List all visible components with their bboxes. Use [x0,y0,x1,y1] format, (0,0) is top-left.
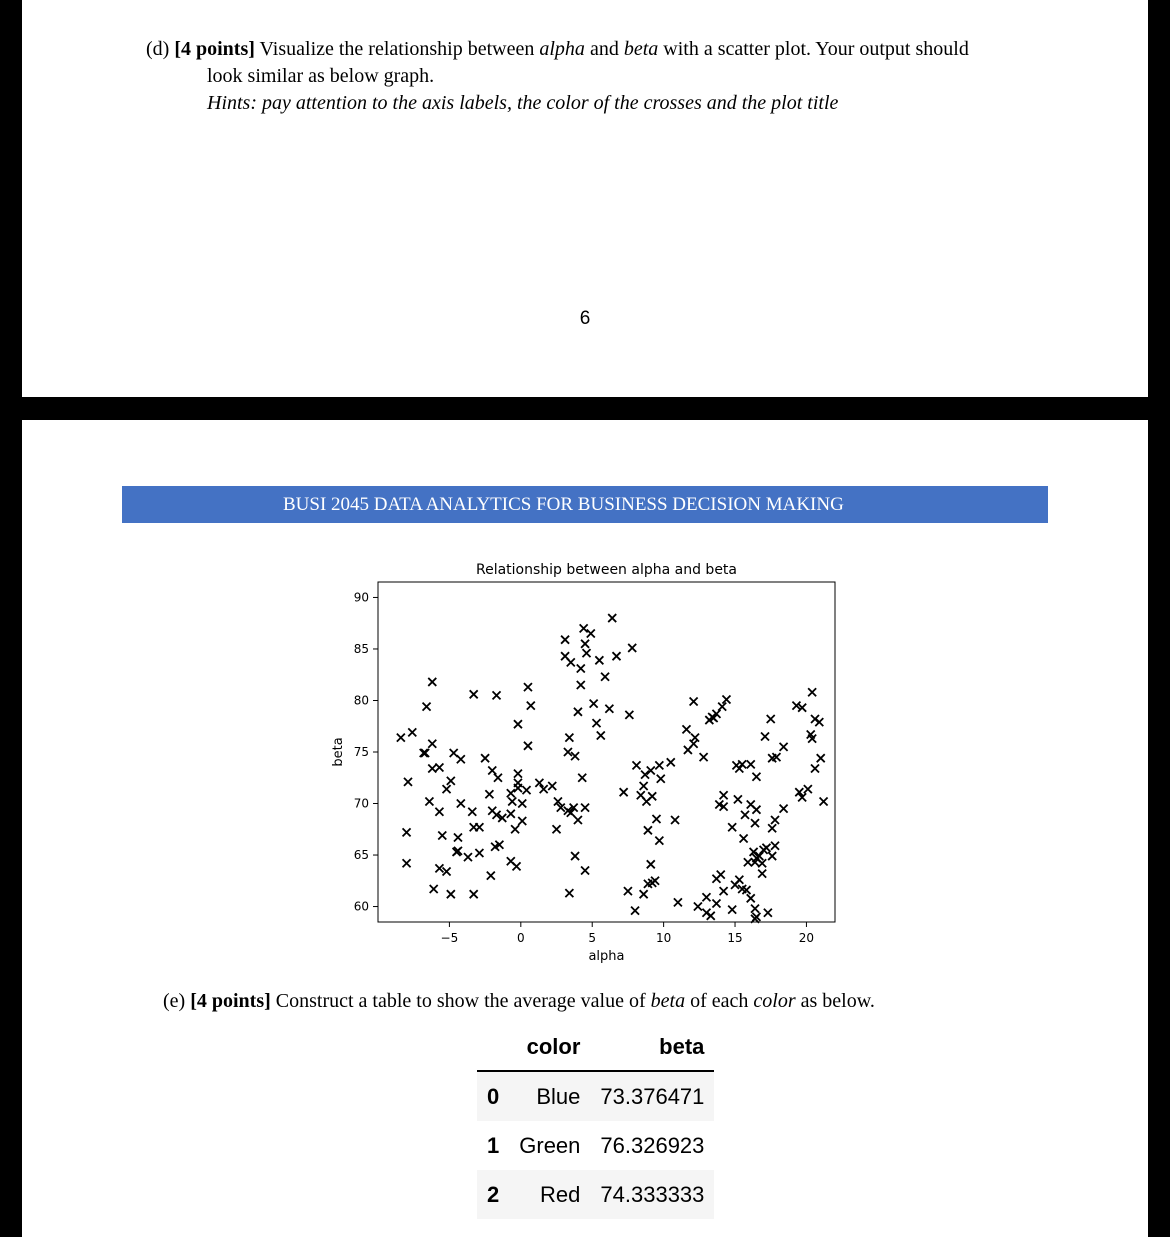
data-point [507,810,515,818]
document-page-7 [22,420,1148,1237]
data-point [768,824,776,832]
data-point [632,761,640,769]
question-text: with a scatter plot. Your output should [658,38,969,60]
data-point [612,652,620,660]
data-point [428,764,436,772]
data-point [671,816,679,824]
data-point [771,816,779,824]
variable-alpha: alpha [539,38,585,60]
data-point [657,775,665,783]
data-point [820,797,828,805]
question-label: (d) [146,38,170,60]
data-point [518,800,526,808]
data-point [523,786,531,794]
y-tick-label: 70 [353,796,369,811]
row-index: 0 [487,1083,500,1109]
data-point [762,844,770,852]
data-point [767,715,775,723]
data-point [694,903,702,911]
data-point [518,817,526,825]
data-point [652,815,660,823]
data-point [571,852,579,860]
x-tick-label: 5 [588,931,597,945]
data-point [475,823,483,831]
data-point [470,690,478,698]
data-point [768,852,776,860]
data-point [728,823,736,831]
data-point [527,702,535,710]
data-point [397,734,405,742]
data-point [493,691,501,699]
data-point [752,773,760,781]
data-point [511,825,519,833]
beta-cell: 76.326923 [600,1132,705,1158]
data-point [514,720,522,728]
variable-color: color [753,990,796,1012]
data-point [524,683,532,691]
question-text: Construct a table to show the average value of [275,990,651,1012]
data-point [712,899,720,907]
column-header-color: color [509,1023,590,1071]
data-point [764,909,772,917]
beta-cell: 73.376471 [600,1083,705,1109]
data-point [702,909,710,917]
data-point [475,849,483,857]
data-point [430,885,438,893]
question-text-line2: look similar as below graph. [207,65,435,87]
data-point [640,890,648,898]
x-tick-label: 10 [655,931,672,945]
color-cell: Red [540,1181,581,1207]
data-point [565,734,573,742]
scatter-chart [22,420,1148,990]
data-point [428,678,436,686]
x-axis-label: alpha [588,949,625,964]
data-point [741,811,749,819]
data-point [574,816,582,824]
data-point [720,887,728,895]
data-point [751,905,759,913]
data-point [747,801,755,809]
variable-beta: beta [650,990,686,1012]
data-point [648,792,656,800]
y-tick-label: 80 [353,693,369,708]
data-point [435,763,443,771]
y-axis-label: beta [331,737,346,767]
data-point [744,858,752,866]
data-point [485,790,493,798]
data-point [408,728,416,736]
y-tick-label: 65 [353,848,369,863]
data-point [581,804,589,812]
data-point [488,767,496,775]
data-point [628,644,636,652]
data-point [601,673,609,681]
page-number: 6 [579,308,591,329]
header-banner-text: BUSI 2045 DATA ANALYTICS FOR BUSINESS DECISION MAKING [283,494,844,515]
average-beta-table [477,1023,714,1219]
data-point [447,890,455,898]
data-point [561,636,569,644]
data-point [514,770,522,778]
question-hint: Hints: pay attention to the axis labels, the color of the crosses and the plot title [207,92,839,114]
data-point [690,698,698,706]
data-point [620,788,628,796]
data-point [691,734,699,742]
data-point [564,748,572,756]
data-point [702,893,710,901]
data-point [625,711,633,719]
data-point [553,825,561,833]
data-point [740,835,748,843]
question-text: as below. [795,990,875,1012]
y-tick-label: 85 [353,641,369,656]
data-point [571,752,579,760]
data-point [771,842,779,850]
table-row [477,1170,714,1219]
beta-cell: 74.333333 [600,1181,705,1207]
y-tick-label: 75 [353,745,369,759]
data-point [438,831,446,839]
data-point [514,779,522,787]
data-point [581,640,589,648]
question-points: [4 points] [190,990,271,1012]
row-index: 1 [487,1132,500,1158]
data-point [447,777,455,785]
data-point [728,906,736,914]
data-point [428,740,436,748]
data-point [548,782,556,790]
data-point [605,705,613,713]
data-point [804,785,812,793]
data-point [655,837,663,845]
data-point [732,761,740,769]
data-point [507,789,515,797]
color-cell: Green [519,1132,581,1158]
data-point [700,753,708,761]
data-point [608,614,616,622]
question-text: and [584,38,624,60]
x-tick-label: 0 [516,931,525,945]
data-point [655,761,663,769]
data-point [468,808,476,816]
data-point [494,774,502,782]
variable-beta: beta [623,38,659,60]
data-point [583,649,591,657]
table-header-row [477,1023,714,1071]
x-tick-label: 15 [727,931,743,945]
data-point [420,749,428,757]
question-text: of each [685,990,754,1012]
data-point [454,834,462,842]
x-tick-label: −5 [440,931,459,945]
data-point [731,881,739,889]
data-point [581,866,589,874]
y-tick-label: 60 [353,899,369,914]
question-d [146,36,1046,117]
data-point [423,703,431,711]
index-header [477,1023,509,1071]
data-point [578,774,586,782]
row-index: 2 [487,1181,500,1207]
x-tick-label: 20 [798,931,815,945]
data-point [425,797,433,805]
data-point [631,907,639,915]
chart-title: Relationship between alpha and beta [476,562,737,578]
data-point [593,719,601,727]
data-point [421,749,429,757]
data-point [565,889,573,897]
question-text: Visualize the relationship between [259,38,540,60]
data-point [674,898,682,906]
data-point [443,785,451,793]
data-point [404,778,412,786]
data-point [574,708,582,716]
data-point [682,725,690,733]
data-point [758,870,766,878]
data-point [450,749,458,757]
data-point [780,805,788,813]
data-point [761,733,769,741]
data-point [747,894,755,902]
data-point [747,760,755,768]
y-tick-label: 90 [353,590,369,605]
data-point [640,782,648,790]
data-point [808,688,816,696]
data-point [644,826,652,834]
data-point [590,700,598,708]
data-point [587,630,595,638]
data-point [595,656,603,664]
data-point [487,872,495,880]
data-point [722,695,730,703]
data-point [457,800,465,808]
data-point [597,732,605,740]
data-point [524,742,532,750]
data-point [577,681,585,689]
table-row [477,1121,714,1170]
data-point [751,819,759,827]
data-point [403,859,411,867]
table-row [477,1071,714,1121]
data-point [720,791,728,799]
color-cell: Blue [536,1083,581,1109]
data-point [580,624,588,632]
data-point [780,743,788,751]
data-point [684,746,692,754]
data-point [647,860,655,868]
question-e [163,988,875,1015]
question-points: [4 points] [174,38,255,60]
column-header-beta: beta [590,1023,714,1071]
data-point [577,665,585,673]
data-point [811,764,819,772]
data-point [435,808,443,816]
data-point [817,754,825,762]
data-point [734,795,742,803]
data-point [815,718,823,726]
data-point [624,887,632,895]
data-point [718,703,726,711]
document-page-6 [22,0,1148,397]
data-point [403,828,411,836]
data-point [667,758,675,766]
question-label: (e) [163,990,186,1012]
data-point [470,890,478,898]
data-point [508,797,516,805]
data-point [561,652,569,660]
data-point [712,875,720,883]
data-point [464,853,472,861]
data-point [481,754,489,762]
data-point [507,857,515,865]
